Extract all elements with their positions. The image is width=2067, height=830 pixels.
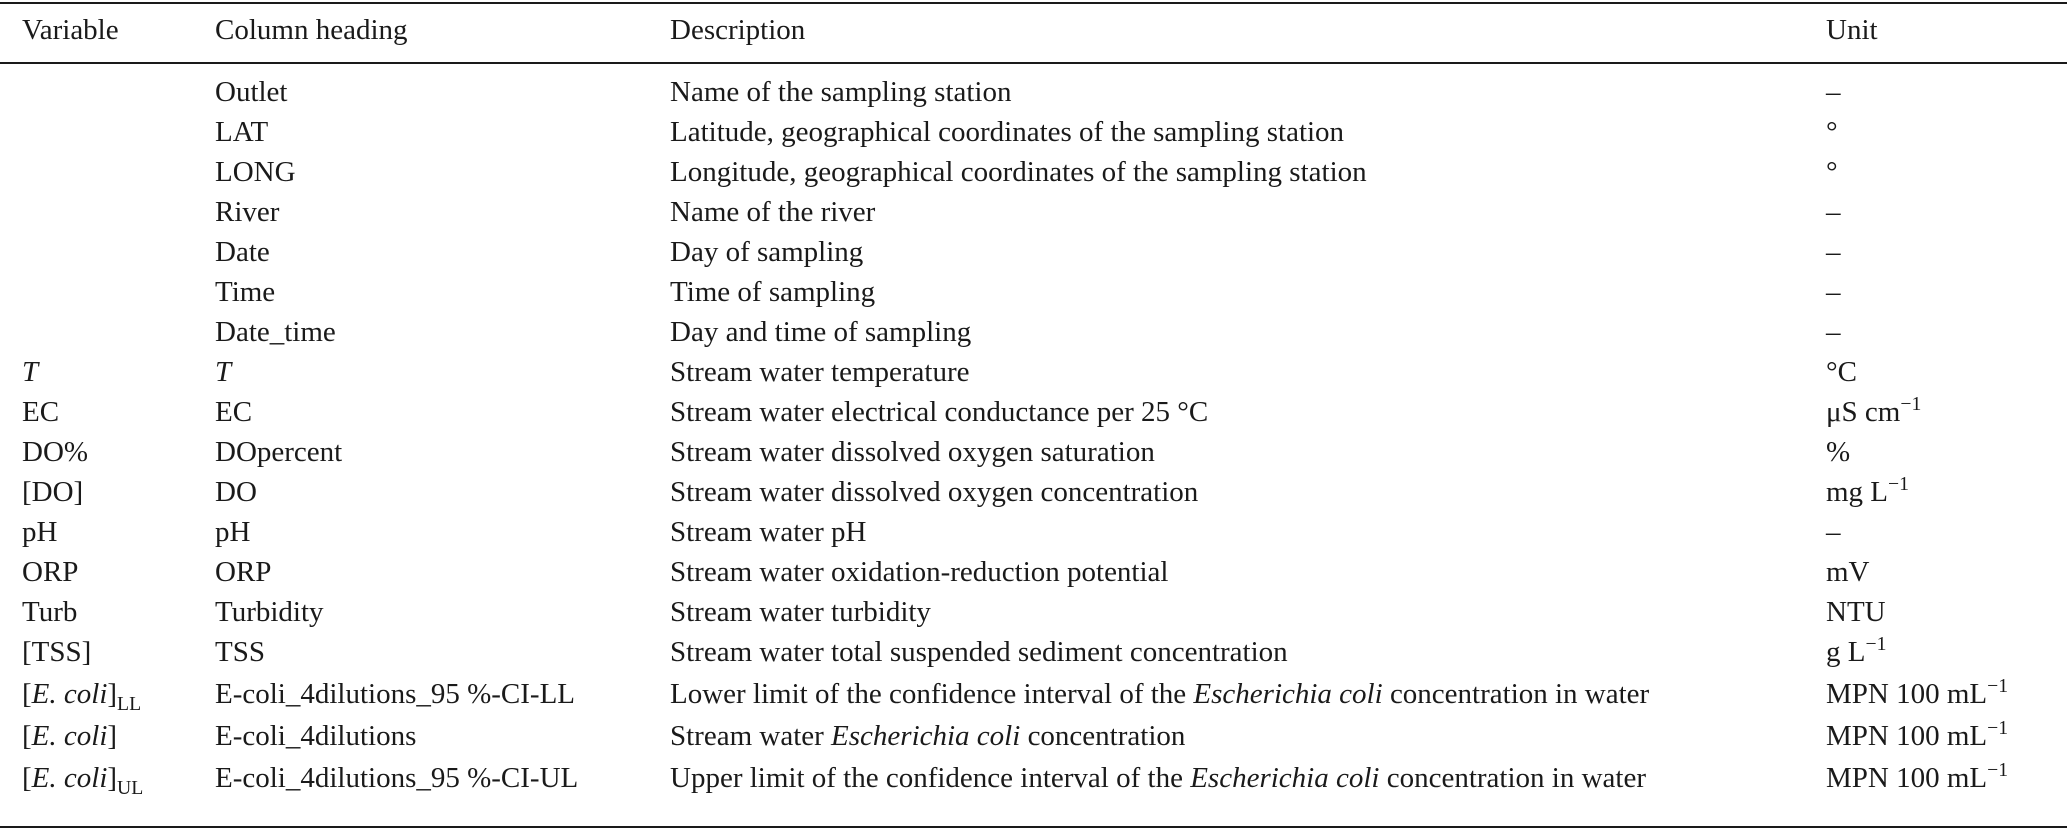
cell-description: Time of sampling — [670, 276, 876, 308]
cell-column-heading: Turbidity — [215, 596, 324, 628]
table-row — [0, 312, 2067, 352]
table-row — [0, 432, 2067, 472]
table-row — [0, 72, 2067, 112]
cell-variable: pH — [22, 516, 58, 548]
cell-description — [670, 716, 1185, 756]
cell-variable: Turb — [22, 596, 78, 628]
cell-description: Day and time of sampling — [670, 316, 972, 348]
cell-unit — [1826, 392, 1921, 432]
cell-unit — [1826, 716, 2008, 756]
table-row — [0, 112, 2067, 152]
cell-variable: EC — [22, 396, 60, 428]
cell-unit — [1826, 632, 1886, 672]
table-header-row — [0, 10, 2067, 50]
cell-column-heading: E-coli_4dilutions — [215, 720, 417, 752]
cell-unit: – — [1826, 316, 1841, 348]
table-header-rule — [0, 62, 2067, 64]
cell-column-heading: E-coli_4dilutions_95 %-CI-LL — [215, 678, 576, 710]
cell-description: Stream water electrical conductance per 25 °C — [670, 396, 1209, 428]
description-text: concentration in water — [1382, 678, 1650, 710]
unit-text: mg L — [1826, 476, 1889, 508]
cell-unit: – — [1826, 516, 1841, 548]
variable-subscript: LL — [117, 692, 142, 715]
table-row — [0, 352, 2067, 392]
table-row — [0, 232, 2067, 272]
unit-exponent: −1 — [1987, 675, 2009, 698]
cell-description: Latitude, geographical coordinates of the sampling station — [670, 116, 1345, 148]
cell-column-heading: pH — [215, 516, 251, 548]
cell-description: Name of the river — [670, 196, 876, 228]
cell-column-heading: EC — [215, 396, 253, 428]
cell-column-heading: DO — [215, 476, 257, 508]
cell-description: Stream water dissolved oxygen concentration — [670, 476, 1199, 508]
header-description: Description — [670, 14, 806, 46]
table-row — [0, 632, 2067, 672]
cell-description: Stream water dissolved oxygen saturation — [670, 436, 1155, 468]
unit-text: MPN 100 mL — [1826, 678, 1988, 710]
cell-unit: – — [1826, 196, 1841, 228]
table-bottom-rule — [0, 826, 2067, 828]
table-row — [0, 716, 2067, 756]
bracket-open: [ — [22, 678, 32, 710]
cell-column-heading: DOpercent — [215, 436, 343, 468]
bracket-open: [ — [22, 762, 32, 794]
header-unit: Unit — [1826, 14, 1878, 46]
cell-variable — [22, 716, 117, 756]
table-row — [0, 552, 2067, 592]
description-species: Escherichia coli — [1190, 762, 1380, 794]
cell-description: Day of sampling — [670, 236, 864, 268]
cell-description: Stream water turbidity — [670, 596, 931, 628]
cell-column-heading: River — [215, 196, 280, 228]
cell-unit — [1826, 758, 2008, 798]
unit-text: MPN 100 mL — [1826, 720, 1988, 752]
bracket-close: ] — [107, 762, 118, 794]
unit-exponent: −1 — [1888, 473, 1909, 496]
description-text: Lower limit of the confidence interval of the — [670, 678, 1194, 710]
header-variable: Variable — [22, 14, 119, 46]
table-row — [0, 758, 2067, 798]
unit-text: μS cm — [1826, 396, 1901, 428]
variable-species: E. coli — [31, 762, 108, 794]
bracket-close: ] — [107, 678, 118, 710]
cell-variable — [22, 674, 141, 714]
unit-text: MPN 100 mL — [1826, 762, 1988, 794]
table-row — [0, 512, 2067, 552]
cell-variable — [22, 758, 143, 798]
unit-exponent: −1 — [1987, 717, 2009, 740]
description-text: Stream water — [670, 720, 832, 752]
cell-description: Name of the sampling station — [670, 76, 1012, 108]
cell-variable: DO% — [22, 436, 89, 468]
cell-description: Stream water total suspended sediment concentration — [670, 636, 1288, 668]
cell-unit: ° — [1826, 116, 1838, 148]
variable-species: E. coli — [31, 678, 108, 710]
cell-column-heading: ORP — [215, 556, 272, 588]
table-row — [0, 152, 2067, 192]
cell-variable: T — [22, 356, 39, 388]
table-row — [0, 472, 2067, 512]
cell-column-heading: Time — [215, 276, 276, 308]
unit-exponent: −1 — [1865, 633, 1887, 656]
table-row — [0, 392, 2067, 432]
description-species: Escherichia coli — [831, 720, 1021, 752]
cell-unit: – — [1826, 76, 1841, 108]
description-text: concentration — [1020, 720, 1186, 752]
cell-description — [670, 674, 1649, 714]
cell-unit: °C — [1826, 356, 1857, 388]
cell-description: Stream water temperature — [670, 356, 970, 388]
cell-column-heading: Outlet — [215, 76, 288, 108]
cell-column-heading: E-coli_4dilutions_95 %-CI-UL — [215, 762, 579, 794]
cell-description: Stream water pH — [670, 516, 867, 548]
unit-text: g L — [1826, 636, 1866, 668]
cell-unit: – — [1826, 236, 1841, 268]
cell-column-heading: T — [215, 356, 232, 388]
variable-subscript: UL — [117, 776, 144, 799]
table-row — [0, 272, 2067, 312]
cell-description — [670, 758, 1646, 798]
cell-column-heading: TSS — [215, 636, 265, 668]
table-row — [0, 192, 2067, 232]
cell-unit: mV — [1826, 556, 1870, 588]
unit-exponent: −1 — [1987, 759, 2009, 782]
cell-variable: [DO] — [22, 476, 84, 508]
table-row — [0, 674, 2067, 714]
variable-species: E. coli — [31, 720, 108, 752]
cell-column-heading: Date — [215, 236, 270, 268]
cell-unit — [1826, 472, 1909, 512]
table-row — [0, 592, 2067, 632]
cell-description: Stream water oxidation-reduction potential — [670, 556, 1169, 588]
bracket-open: [ — [22, 720, 32, 752]
cell-unit: ° — [1826, 156, 1838, 188]
cell-variable: ORP — [22, 556, 79, 588]
cell-variable: [TSS] — [22, 636, 92, 668]
cell-description: Longitude, geographical coordinates of the sampling station — [670, 156, 1367, 188]
description-text: Upper limit of the confidence interval of the — [670, 762, 1191, 794]
description-species: Escherichia coli — [1193, 678, 1383, 710]
cell-column-heading: LAT — [215, 116, 269, 148]
header-column-heading: Column heading — [215, 14, 408, 46]
cell-column-heading: LONG — [215, 156, 296, 188]
cell-unit: % — [1826, 436, 1851, 468]
unit-exponent: −1 — [1900, 393, 1922, 416]
cell-unit: NTU — [1826, 596, 1886, 628]
bracket-close: ] — [107, 720, 118, 752]
cell-unit: – — [1826, 276, 1841, 308]
table-top-rule — [0, 2, 2067, 4]
description-text: concentration in water — [1379, 762, 1646, 794]
cell-column-heading: Date_time — [215, 316, 336, 348]
cell-unit — [1826, 674, 2008, 714]
